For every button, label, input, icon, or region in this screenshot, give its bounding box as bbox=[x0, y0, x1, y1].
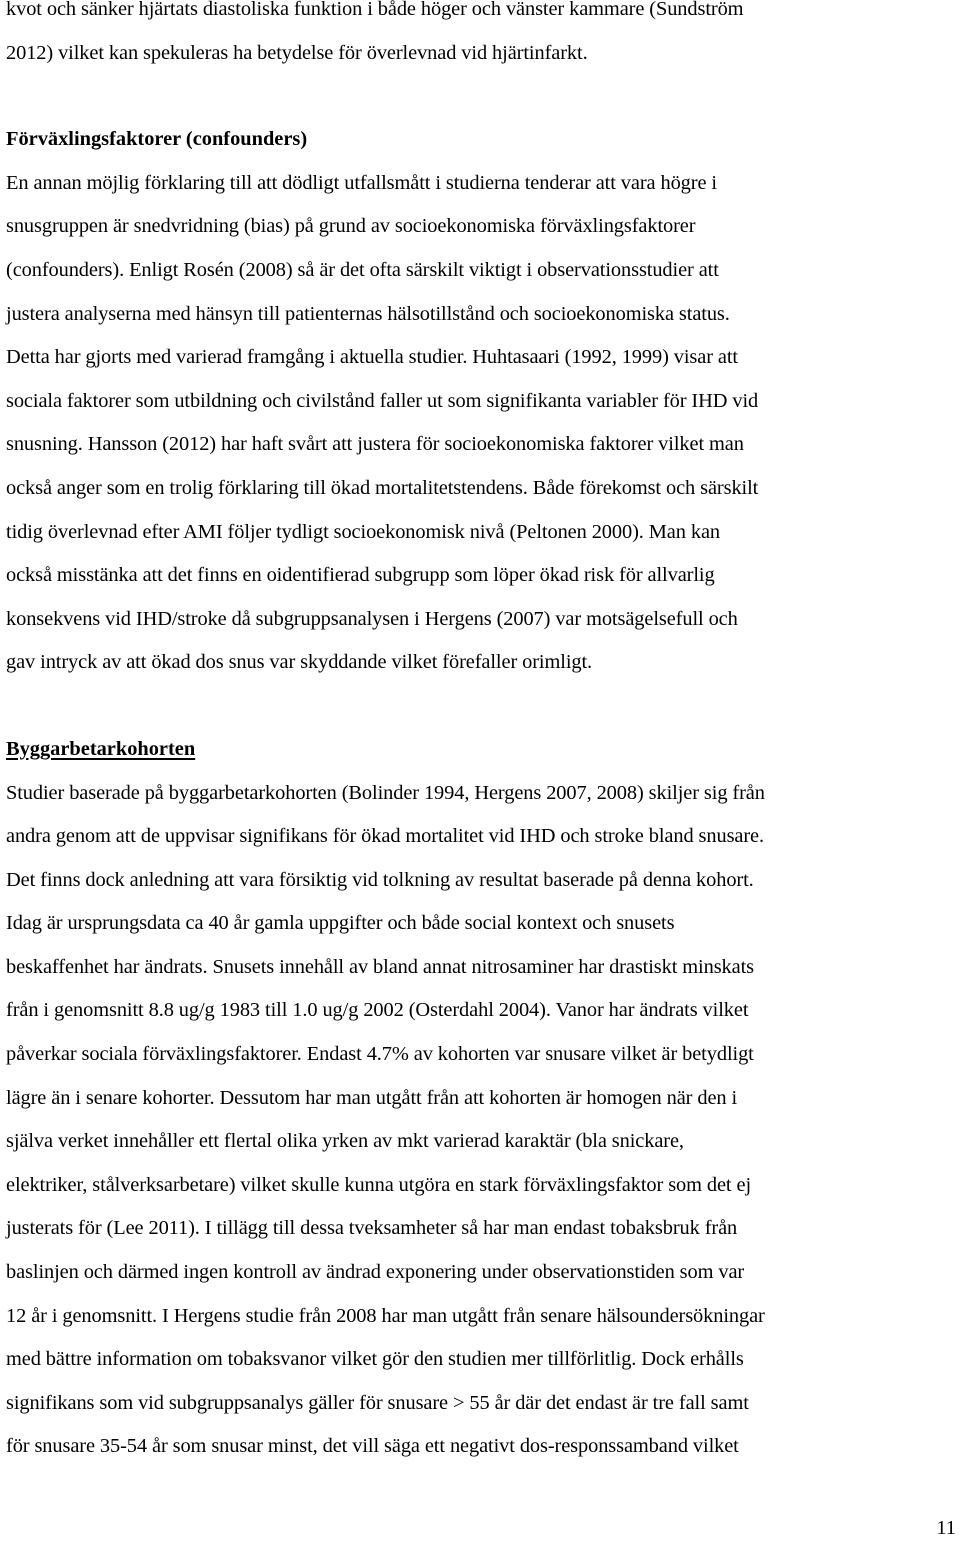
text-line: sociala faktorer som utbildning och civilstånd faller ut som signifikanta variabler för IHD vid bbox=[6, 389, 759, 412]
page-number: 11 bbox=[936, 1517, 956, 1539]
text-line: tidig överlevnad efter AMI följer tydligt socioekonomisk nivå (Peltonen 2000). Man kan bbox=[6, 520, 720, 543]
text-line: också misstänka att det finns en oidentifierad subgrupp som löper ökad risk för allvarlig bbox=[6, 564, 715, 587]
text-line: snusning. Hansson (2012) har haft svårt att justera för socioekonomiska faktorer vilket man bbox=[6, 433, 744, 456]
text-line: själva verket innehåller ett flertal olika yrken av mkt varierad karaktär (bla snickare, bbox=[6, 1130, 684, 1153]
section-heading-cohort: Byggarbetarkohorten bbox=[6, 737, 196, 760]
text-line: En annan möjlig förklaring till att dödligt utfallsmått i studierna tenderar att vara högre i bbox=[6, 171, 717, 194]
text-line: från i genomsnitt 8.8 ug/g 1983 till 1.0 ug/g 2002 (Osterdahl 2004). Vanor har ändrats vilket bbox=[6, 999, 749, 1022]
text-line: andra genom att de uppvisar signifikans för ökad mortalitet vid IHD och stroke bland snusare. bbox=[6, 825, 764, 848]
text-line: Studier baserade på byggarbetarkohorten (Bolinder 1994, Hergens 2007, 2008) skiljer sig från bbox=[6, 781, 765, 804]
text-line: justera analyserna med hänsyn till patienternas hälsotillstånd och socioekonomiska status. bbox=[6, 302, 730, 325]
text-line: Det finns dock anledning att vara försiktig vid tolkning av resultat baserade på denna kohort. bbox=[6, 868, 754, 891]
text-line: baslinjen och därmed ingen kontroll av ändrad exponering under observationstiden som var bbox=[6, 1261, 745, 1284]
document-page bbox=[6, 0, 958, 1469]
text-line: snusgruppen är snedvridning (bias) på grund av socioekonomiska förväxlingsfaktorer bbox=[6, 215, 696, 238]
text-line: lägre än i senare kohorter. Dessutom har man utgått från att kohorten är homogen när den i bbox=[6, 1086, 738, 1109]
text-line: Detta har gjorts med varierad framgång i aktuella studier. Huhtasaari (1992, 1999) visar att bbox=[6, 346, 738, 369]
paragraph-gap bbox=[6, 685, 958, 728]
text-line: gav intryck av att ökad dos snus var skyddande vilket förefaller orimligt. bbox=[6, 651, 593, 674]
section-heading-confounders: Förväxlingsfaktorer (confounders) bbox=[6, 128, 308, 151]
text-line: justerats för (Lee 2011). I tillägg till dessa tveksamheter så har man endast tobaksbruk från bbox=[6, 1217, 738, 1240]
text-line: Idag är ursprungsdata ca 40 år gamla uppgifter och både social kontext och snusets bbox=[6, 912, 675, 935]
text-line: kvot och sänker hjärtats diastoliska funktion i både höger och vänster kammare (Sundström bbox=[6, 0, 744, 20]
cohort-paragraph bbox=[6, 772, 958, 1470]
text-line: 12 år i genomsnitt. I Hergens studie från 2008 har man utgått från senare hälsoundersökningar bbox=[6, 1304, 765, 1327]
intro-paragraph bbox=[6, 0, 958, 75]
text-line: elektriker, stålverksarbetare) vilket skulle kunna utgöra en stark förväxlingsfaktor som det ej bbox=[6, 1173, 752, 1196]
text-line: också anger som en trolig förklaring till ökad mortalitetstendens. Både förekomst och särskilt bbox=[6, 476, 759, 499]
text-line: 2012) vilket kan spekuleras ha betydelse för överlevnad vid hjärtinfarkt. bbox=[6, 41, 588, 64]
text-line: (confounders). Enligt Rosén (2008) så är det ofta särskilt viktigt i observationsstudier att bbox=[6, 258, 719, 281]
text-line: med bättre information om tobaksvanor vilket gör den studien mer tillförlitlig. Dock erhålls bbox=[6, 1348, 744, 1371]
paragraph-gap bbox=[6, 75, 958, 118]
text-line: konsekvens vid IHD/stroke då subgruppsanalysen i Hergens (2007) var motsägelsefull och bbox=[6, 607, 738, 630]
text-line: beskaffenhet har ändrats. Snusets innehåll av bland annat nitrosaminer har drastiskt minskats bbox=[6, 955, 754, 978]
text-line: för snusare 35-54 år som snusar minst, det vill säga ett negativt dos-responssamband vilket bbox=[6, 1435, 739, 1458]
text-line: signifikans som vid subgruppsanalys gäller för snusare > 55 år där det endast är tre fall samt bbox=[6, 1391, 749, 1414]
confounders-paragraph bbox=[6, 162, 958, 685]
text-line: påverkar sociala förväxlingsfaktorer. Endast 4.7% av kohorten var snusare vilket är betydligt bbox=[6, 1043, 754, 1066]
